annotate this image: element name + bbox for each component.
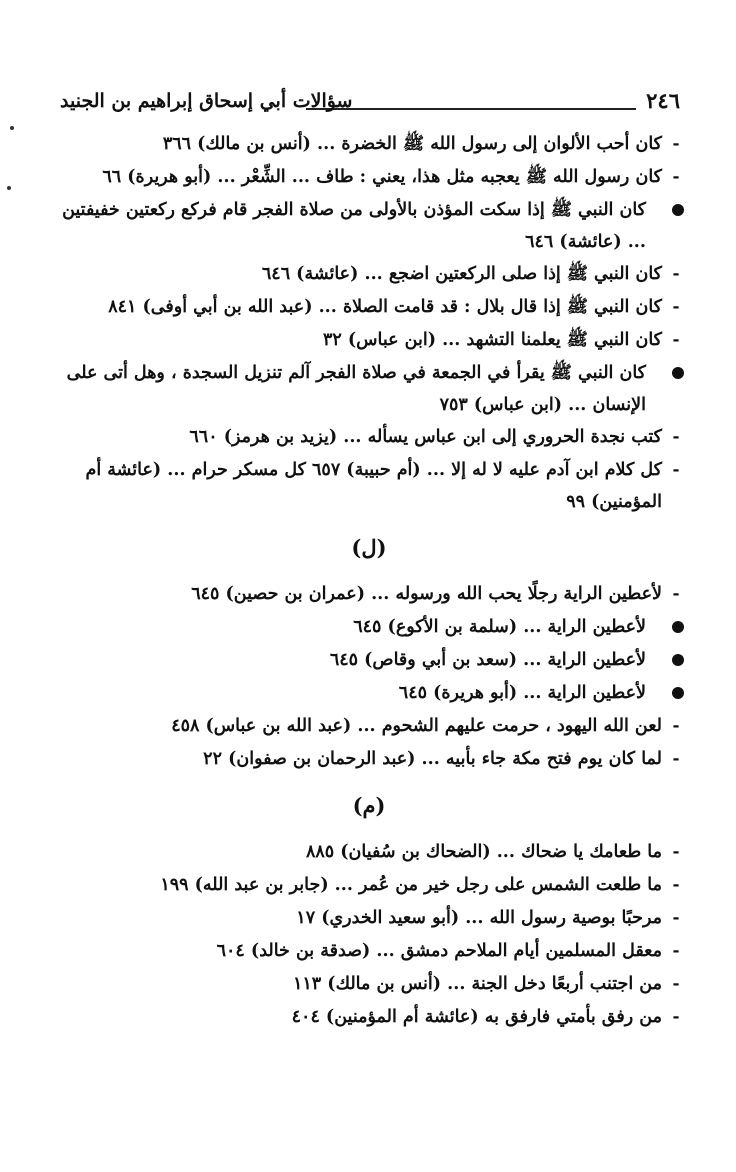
- entry-text: معقل المسلمين أيام الملاحم دمشق ... (صدقة بن خالد) ٦٠٤: [216, 941, 662, 961]
- index-content: [52, 128, 686, 1034]
- index-entry: [52, 421, 686, 454]
- bullet-icon: [672, 204, 684, 216]
- entry-text: كان أحب الألوان إلى رسول الله ﷺ الخضرة ... (أنس بن مالك) ٣٦٦: [162, 134, 662, 154]
- index-entry: [52, 1001, 686, 1034]
- entry-text: لأعطين الراية ... (سلمة بن الأكوع) ٦٤٥: [353, 617, 646, 637]
- dash-marker: -: [672, 941, 680, 961]
- dash-marker: -: [672, 875, 680, 895]
- index-entry-bulleted: [52, 194, 686, 258]
- scan-speck: [7, 186, 11, 190]
- entry-text: لما كان يوم فتح مكة جاء بأبيه ... (عبد الرحمان بن صفوان) ٢٢: [203, 749, 662, 769]
- index-entry-bulleted: [52, 677, 686, 710]
- dash-marker: -: [672, 842, 680, 862]
- dash-marker: -: [672, 908, 680, 928]
- dash-marker: -: [672, 330, 680, 350]
- index-entry: [52, 324, 686, 357]
- entry-text: كان رسول الله ﷺ يعجبه مثل هذا، يعني : طاف ... الشِّعْر ... (أبو هريرة) ٦٦: [102, 167, 662, 187]
- index-entry-bulleted: [52, 611, 686, 644]
- index-entry: [52, 454, 686, 518]
- running-title: سؤالات أبي إسحاق إبراهيم بن الجنيد: [60, 90, 353, 112]
- index-entry: [52, 161, 686, 194]
- entry-text: لأعطين الراية رجلًا يحب الله ورسوله ... (عمران بن حصين) ٦٤٥: [191, 584, 662, 604]
- scan-speck: [10, 126, 14, 130]
- index-entry-bulleted: [52, 357, 686, 421]
- bullet-icon: [672, 621, 684, 633]
- index-entry: [52, 291, 686, 324]
- index-entry: [52, 935, 686, 968]
- index-entry: [52, 128, 686, 161]
- entry-text: كان النبي ﷺ إذا سكت المؤذن بالأولى من صلاة الفجر قام فركع ركعتين خفيفتين ... (عائشة) ٦٤٦: [62, 200, 646, 252]
- bullet-icon: [672, 654, 684, 666]
- entry-text: من اجتنب أربعًا دخل الجنة ... (أنس بن مالك) ١١٣: [293, 974, 662, 994]
- entry-text: مرحبًا بوصية رسول الله ... (أبو سعيد الخدري) ١٧: [296, 908, 662, 928]
- index-entry: [52, 743, 686, 776]
- dash-marker: -: [672, 427, 680, 447]
- index-entry: [52, 902, 686, 935]
- dash-marker: -: [672, 716, 680, 736]
- section-heading: (ل): [351, 535, 387, 560]
- entry-text: ما طلعت الشمس على رجل خير من عُمر ... (جابر بن عبد الله) ١٩٩: [160, 875, 662, 895]
- entry-text: كان النبي ﷺ يقرأ في الجمعة في صلاة الفجر آلم تنزيل السجدة ، وهل أتى على الإنسان ... (ابن عباس) ٧٥٣: [66, 363, 646, 415]
- entry-text: كتب نجدة الحروري إلى ابن عباس يسأله ... (يزيد بن هرمز) ٦٦٠: [189, 427, 662, 447]
- dash-marker: -: [672, 749, 680, 769]
- page-number: ٢٤٦: [646, 88, 680, 113]
- page-header: [60, 88, 680, 122]
- index-entry-bulleted: [52, 644, 686, 677]
- index-entry: [52, 968, 686, 1001]
- index-entry: [52, 869, 686, 902]
- entry-text: لعن الله اليهود ، حرمت عليهم الشحوم ... (عبد الله بن عباس) ٤٥٨: [171, 716, 662, 736]
- entry-text: من رفق بأمتي فارفق به (عائشة أم المؤمنين) ٤٠٤: [291, 1007, 662, 1027]
- dash-marker: -: [672, 460, 680, 480]
- index-entry: [52, 710, 686, 743]
- dash-marker: -: [672, 264, 680, 284]
- header-rule: [306, 108, 636, 110]
- index-entry: [52, 836, 686, 869]
- bullet-icon: [672, 687, 684, 699]
- dash-marker: -: [672, 974, 680, 994]
- entry-text: كان النبي ﷺ يعلمنا التشهد ... (ابن عباس) ٣٢: [322, 330, 662, 350]
- entry-text: ما طعامك يا ضحاك ... (الضحاك بن سُفيان) ٨٨٥: [305, 842, 662, 862]
- entry-text: لأعطين الراية ... (أبو هريرة) ٦٤٥: [398, 683, 646, 703]
- entry-text: لأعطين الراية ... (سعد بن أبي وقاص) ٦٤٥: [329, 650, 646, 670]
- dash-marker: -: [672, 1007, 680, 1027]
- entry-text: كان النبي ﷺ إذا صلى الركعتين اضجع ... (عائشة) ٦٤٦: [261, 264, 662, 284]
- dash-marker: -: [672, 134, 680, 154]
- bullet-icon: [672, 367, 684, 379]
- dash-marker: -: [672, 297, 680, 317]
- index-entry: [52, 258, 686, 291]
- dash-marker: -: [672, 167, 680, 187]
- dash-marker: -: [672, 584, 680, 604]
- entry-text: كل كلام ابن آدم عليه لا له إلا ... (أم حبيبة) ٦٥٧ كل مسكر حرام ... (عائشة أم المؤمنين) ٩٩: [85, 460, 662, 512]
- index-entry: [52, 578, 686, 611]
- entry-text: كان النبي ﷺ إذا قال بلال : قد قامت الصلاة ... (عبد الله بن أبي أوفى) ٨٤١: [108, 297, 662, 317]
- section-heading: (م): [352, 793, 386, 818]
